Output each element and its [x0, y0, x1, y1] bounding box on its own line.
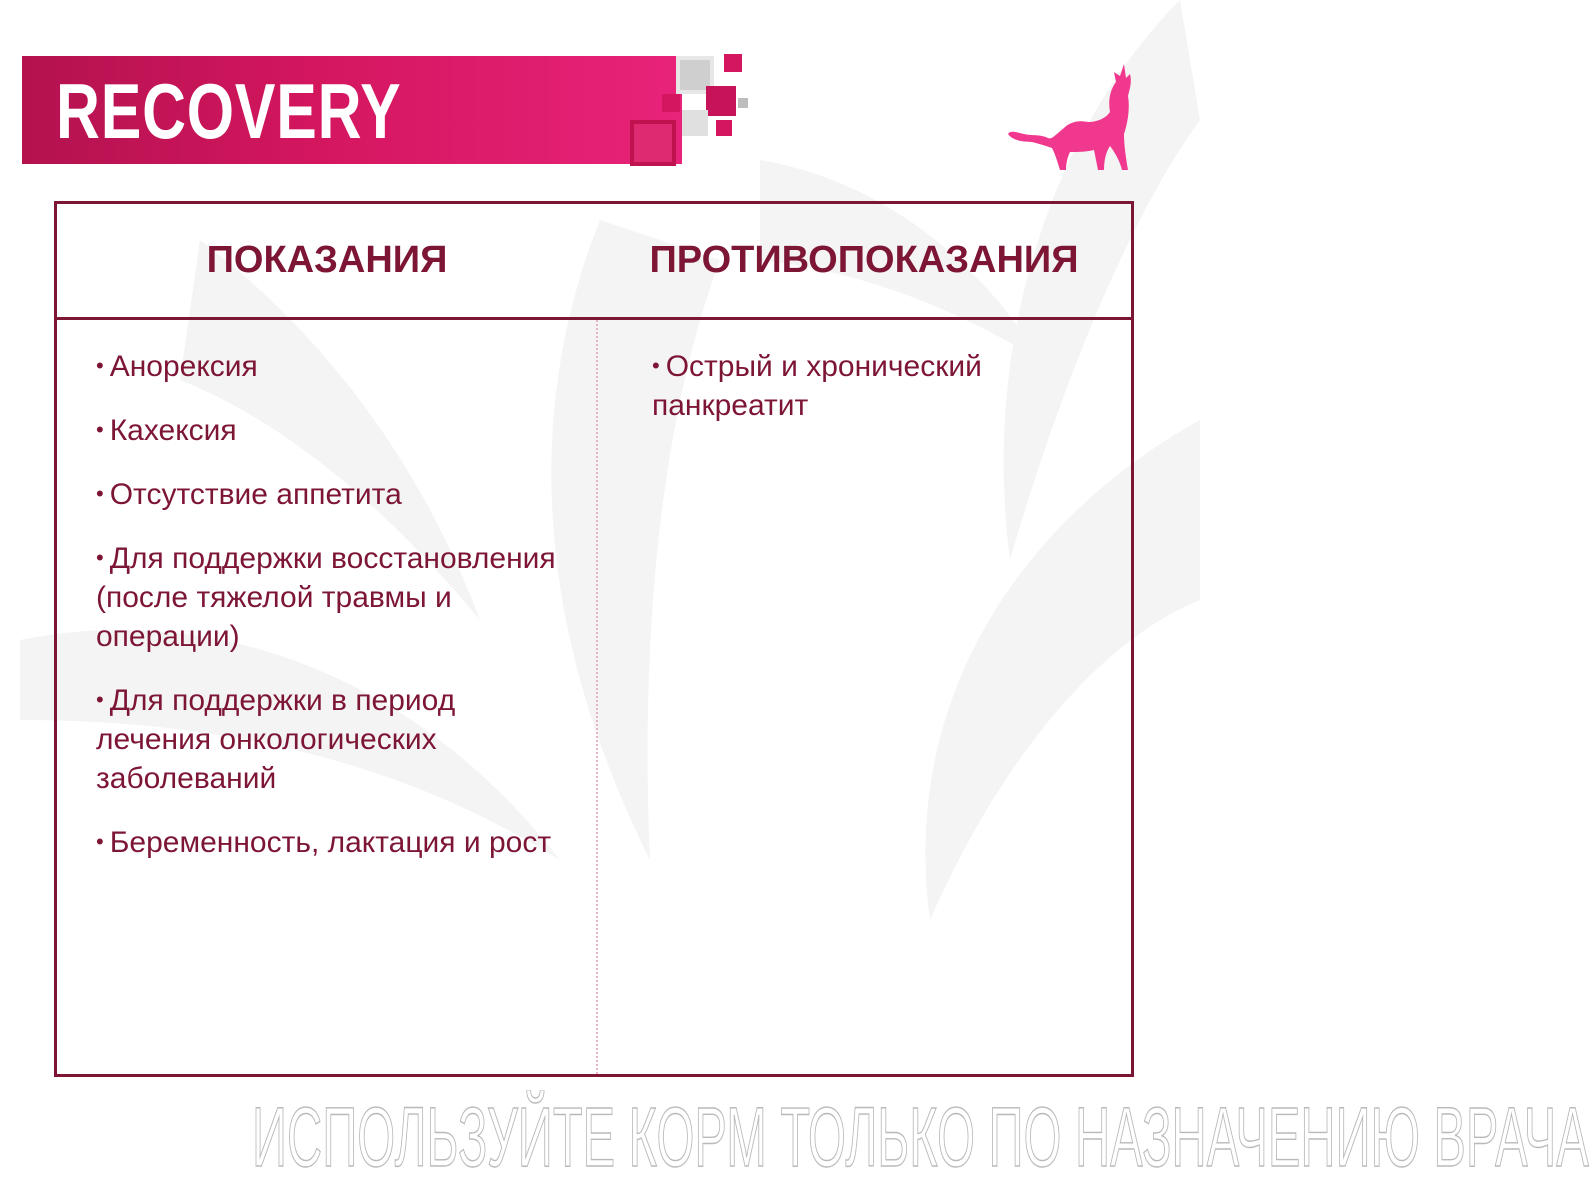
cat-icon	[1006, 60, 1142, 172]
bullet: •	[96, 353, 104, 378]
bullet: •	[96, 545, 104, 570]
list-item	[96, 822, 566, 862]
bullet: •	[96, 687, 104, 712]
bullet: •	[96, 417, 104, 442]
column-divider	[596, 320, 598, 1074]
contraindications-list	[652, 346, 1082, 449]
indications-table	[54, 201, 1134, 1077]
bullet: •	[96, 829, 104, 854]
list-item	[96, 680, 566, 798]
contraindications-heading: ПРОТИВОПОКАЗАНИЯ	[649, 239, 1079, 281]
indication-text: Для поддержки в период лечения онкологических заболеваний	[96, 684, 456, 795]
indication-text: Для поддержки восстановления (после тяжелой травмы и операции)	[96, 542, 556, 653]
indications-list	[96, 346, 566, 886]
list-item	[96, 538, 566, 656]
footer-note: ИСПОЛЬЗУЙТЕ КОРМ ТОЛЬКО ПО НАЗНАЧЕНИЮ ВРАЧА	[252, 1090, 1589, 1184]
list-item	[96, 346, 566, 386]
list-item	[96, 410, 566, 450]
indication-text: Кахексия	[109, 414, 237, 447]
indication-text: Отсутствие аппетита	[109, 478, 402, 511]
indication-text: Беременность, лактация и рост	[109, 826, 552, 859]
square-cluster-icon	[620, 50, 750, 170]
banner-title: RECOVERY	[56, 67, 402, 155]
list-item	[96, 474, 566, 514]
bullet: •	[652, 353, 660, 378]
indications-heading: ПОКАЗАНИЯ	[206, 239, 448, 281]
indication-text: Анорексия	[109, 350, 258, 383]
contraindication-text: Острый и хронический панкреатит	[652, 350, 982, 422]
list-item	[652, 346, 1082, 425]
header-banner	[22, 56, 682, 164]
table-header	[57, 204, 1131, 320]
bullet: •	[96, 481, 104, 506]
